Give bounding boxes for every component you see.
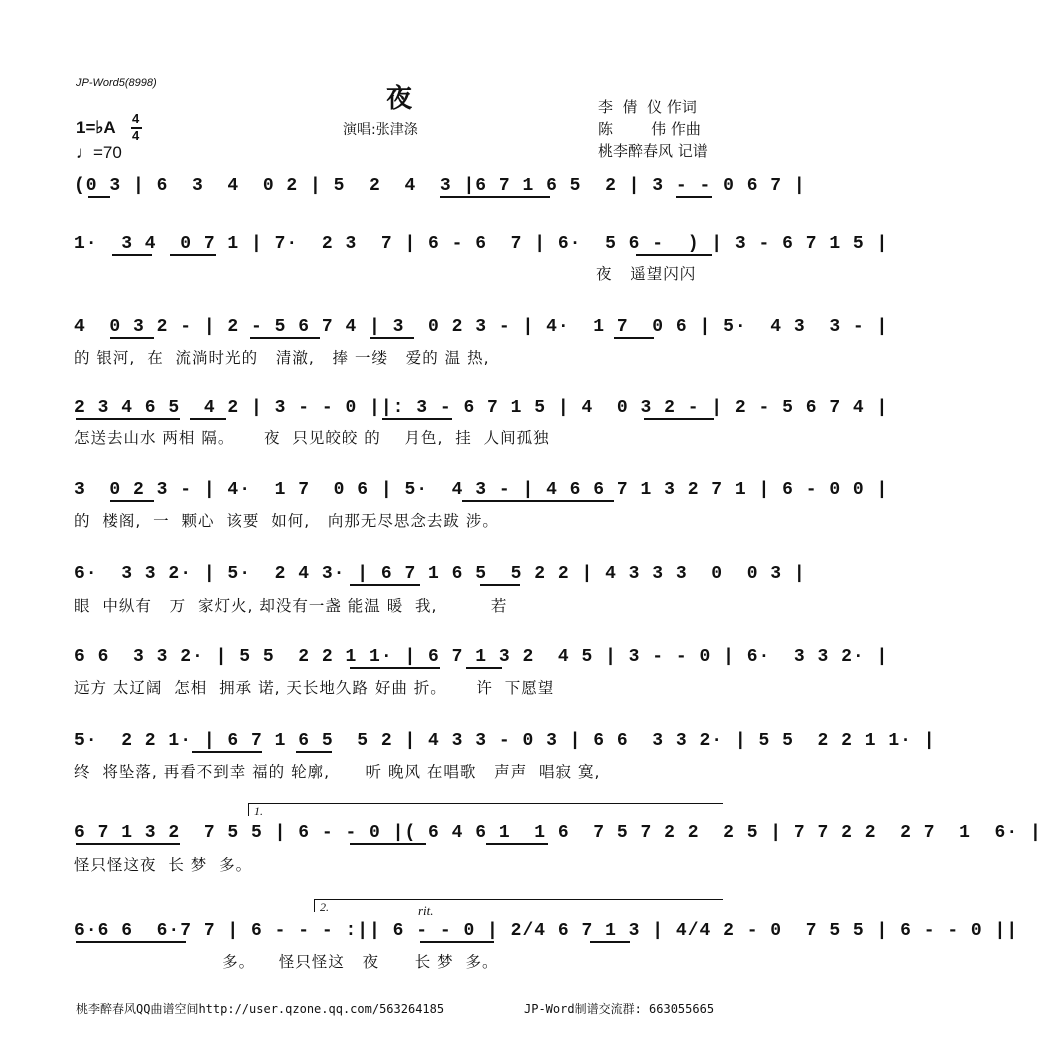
- lyric-line-6: 眼 中纵有 万 家灯火, 却没有一盏 能温 暖 我, 若: [74, 597, 508, 615]
- underline-beam: [462, 500, 614, 502]
- time-signature-bottom: 4: [132, 128, 140, 143]
- underline-beam: [192, 751, 262, 753]
- underline-beam: [486, 843, 548, 845]
- underline-beam: [170, 254, 216, 256]
- underline-beam: [590, 941, 630, 943]
- lyric-line-2: 夜 遥望闪闪: [596, 265, 697, 283]
- lyricist-credit: 李 倩 仪 作词: [598, 98, 697, 116]
- footer-left: 桃李醉春风QQ曲谱空间http://user.qzone.qq.com/563264185: [76, 1002, 445, 1016]
- underline-beam: [110, 337, 154, 339]
- music-line-2: 1· 3 4 0 7 1 | 7· 2 3 7 | 6 - 6 7 | 6· 5 6 - ) | 3 - 6 7 1 5 |: [74, 234, 889, 254]
- music-line-6: 6· 3 3 2· | 5· 2 4 3· | 6 7 1 6 5 5 2 2 | 4 3 3 3 0 0 3 |: [74, 564, 806, 584]
- music-line-8: 5· 2 2 1· | 6 7 1 6 5 5 2 | 4 3 3 - 0 3 | 6 6 3 3 2· | 5 5 2 2 1 1· |: [74, 731, 936, 751]
- underline-beam: [88, 196, 110, 198]
- underline-beam: [644, 418, 714, 420]
- underline-beam: [76, 418, 180, 420]
- lyric-line-9: 怪只怪这夜 长 梦 多。: [74, 856, 253, 874]
- underline-beam: [676, 196, 712, 198]
- underline-beam: [420, 941, 494, 943]
- volta-number-1: 1.: [254, 804, 263, 818]
- underline-beam: [112, 254, 152, 256]
- underline-beam: [382, 418, 452, 420]
- music-line-10: 6·6 6 6·7 7 | 6 - - - :|| 6 - - 0 | 2/4 6 7 1 3 | 4/4 2 - 0 7 5 5 | 6 - - 0 ||: [74, 921, 1019, 941]
- lyric-line-3: 的 银河, 在 流淌时光的 清澈, 捧 一缕 爱的 温 热,: [74, 349, 490, 367]
- music-line-1: (0 3 | 6 3 4 0 2 | 5 2 4 3 |6 7 1 6 5 2 | 3 - - 0 6 7 |: [74, 176, 806, 196]
- underline-beam: [480, 584, 520, 586]
- lyric-line-4: 怎送去山水 两相 隔。 夜 只见皎皎 的 月色, 挂 人间孤独: [74, 429, 550, 447]
- underline-beam: [296, 751, 332, 753]
- music-line-9: 6 7 1 3 2 7 5 5 | 6 - - 0 |( 6 4 6 1 1 6 7 5 7 2 2 2 5 | 7 7 2 2 2 7 1 6· |: [74, 823, 1042, 843]
- underline-beam: [76, 843, 180, 845]
- underline-beam: [250, 337, 320, 339]
- lyric-line-10: 多。 怪只怪这 夜 长 梦 多。: [74, 953, 499, 971]
- underline-beam: [110, 500, 154, 502]
- composer-credit: 陈 伟 作曲: [598, 120, 701, 138]
- music-line-3: 4 0 3 2 - | 2 - 5 6 7 4 | 3 0 2 3 - | 4· 1 7 0 6 | 5· 4 3 3 - |: [74, 317, 889, 337]
- transcriber-credit: 桃李醉春风 记谱: [598, 142, 708, 160]
- underline-beam: [440, 196, 550, 198]
- lyric-line-7: 远方 太辽阔 怎相 拥承 诺, 天长地久路 好曲 折。 许 下愿望: [74, 679, 555, 697]
- singer-credit: 演唱:张津涤: [343, 122, 418, 138]
- underline-beam: [466, 667, 502, 669]
- tempo-marking: ♩=70: [76, 143, 122, 162]
- volta-bracket-2: [314, 899, 723, 912]
- music-line-7: 6 6 3 3 2· | 5 5 2 2 1 1· | 6 7 1 3 2 4 5 | 3 - - 0 | 6· 3 3 2· |: [74, 647, 889, 667]
- key-signature: 1=♭A: [76, 118, 116, 137]
- underline-beam: [636, 254, 712, 256]
- song-title: 夜: [386, 84, 413, 114]
- volta-number-2: 2.: [320, 900, 329, 914]
- underline-beam: [350, 843, 426, 845]
- underline-beam: [76, 941, 186, 943]
- lyric-line-8: 终 将坠落, 再看不到幸 福的 轮廓, 听 晚风 在唱歌 声声 唱寂 寞,: [74, 763, 601, 781]
- underline-beam: [350, 584, 420, 586]
- underline-beam: [190, 418, 226, 420]
- music-line-5: 3 0 2 3 - | 4· 1 7 0 6 | 5· 4 3 - | 4 6 6 7 1 3 2 7 1 | 6 - 0 0 |: [74, 480, 889, 500]
- music-line-4: 2 3 4 6 5 4 2 | 3 - - 0 ||: 3 - 6 7 1 5 | 4 0 3 2 - | 2 - 5 6 7 4 |: [74, 398, 889, 418]
- underline-beam: [350, 667, 440, 669]
- underline-beam: [370, 337, 414, 339]
- software-label: JP-Word5(8998): [76, 77, 157, 89]
- footer-right: JP-Word制谱交流群: 663055665: [524, 1002, 715, 1016]
- underline-beam: [614, 337, 654, 339]
- ritardando-marking: rit.: [418, 903, 434, 918]
- volta-bracket-1: [248, 803, 723, 816]
- time-signature-top: 4: [132, 111, 140, 126]
- lyric-line-5: 的 楼阁, 一 颗心 该要 如何, 向那无尽思念去跋 涉。: [74, 512, 499, 530]
